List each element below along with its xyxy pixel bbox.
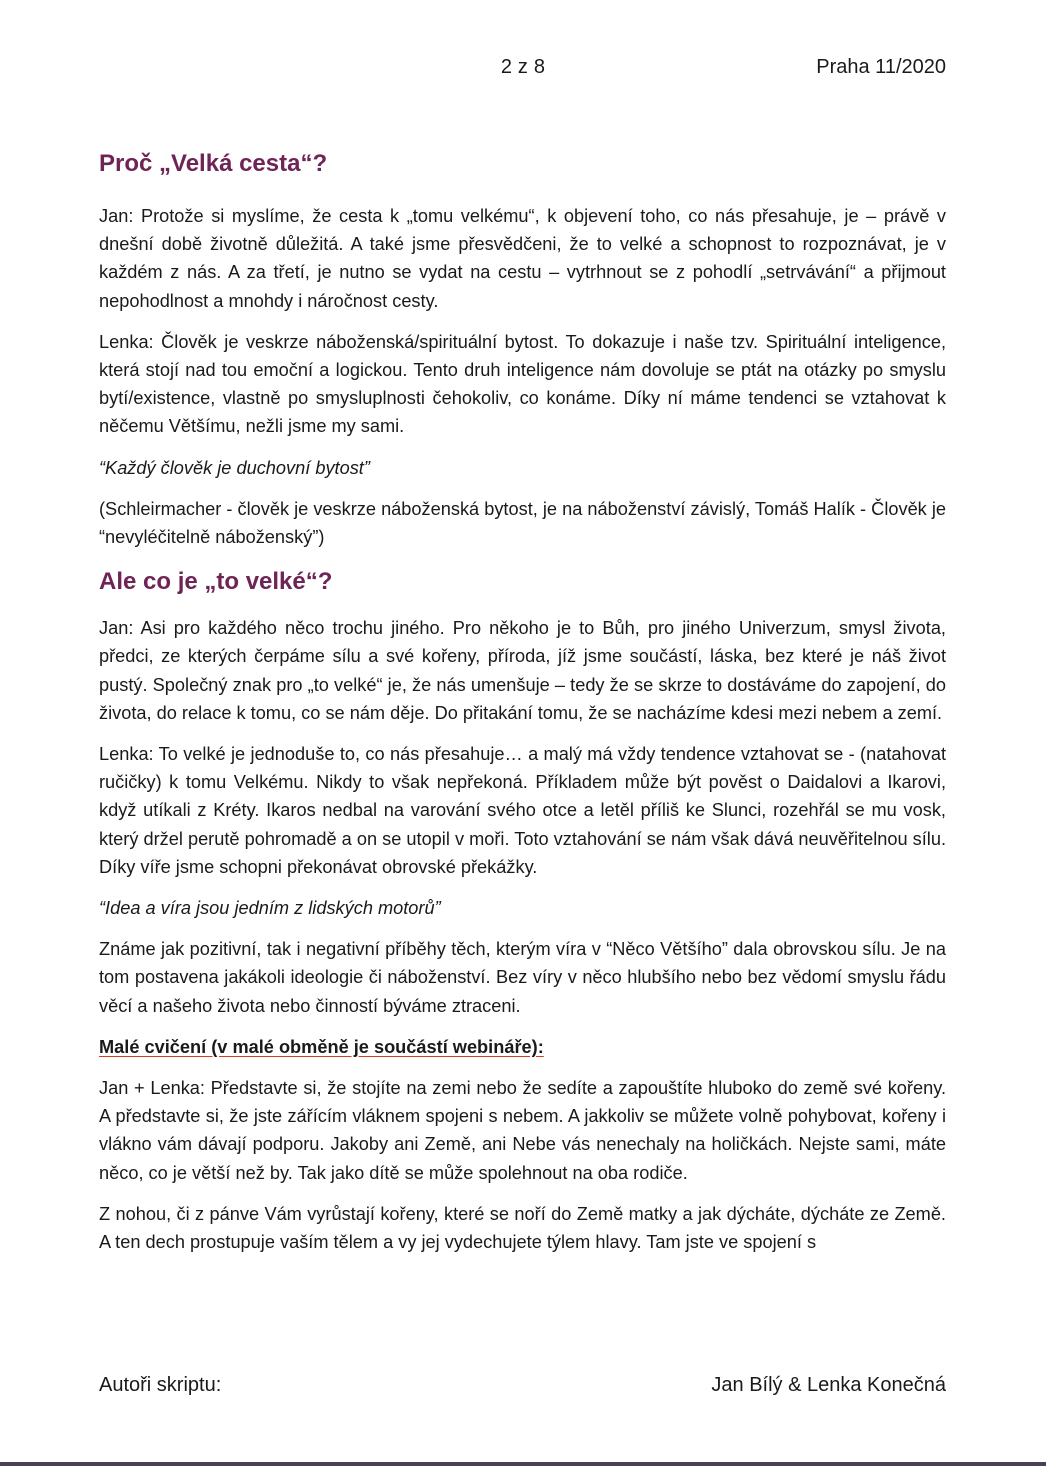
page-header-place-date: Praha 11/2020	[816, 56, 946, 78]
paragraph-zname: Známe jak pozitivní, tak i negativní příběhy těch, kterým víra v “Něco Většího” dala obrovskou sílu. Je na tom postavena jakákoli ideologie či náboženství. Bez víry v něco hlubšího nebo bez vědomí smyslu řádu věcí a našeho života nebo činností býváme ztraceni.	[99, 939, 946, 1016]
paragraph-jan-1: Jan: Protože si myslíme, že cesta k „tomu velkému“, k objevení toho, co nás přesahuje, je – právě v dnešní době životně důležitá. A také jsme přesvědčeni, že to velké a schopnost to rozpoznávat, je v každém z nás. A za třetí, je nutno se vydat na cestu – vytrhnout se z pohodlí „setrvávání“ a přijmout nepohodlnost a mnohdy i náročnost cesty.	[99, 206, 946, 311]
footer-label: Autoři skriptu:	[99, 1374, 222, 1396]
paragraph-lenka-2: Lenka: To velké je jednoduše to, co nás přesahuje… a malý má vždy tendence vztahovat se - (natahovat ručičky) k tomu Velkému. Nikdy to však nepřekoná. Příkladem může být pověst o Daidalovi a Ikarovi, když utíkali z Kréty. Ikaros nedbal na varování svého otce a letěl příliš ke Slunci, rozehřál se mu vosk, který držel perutě pohromadě a on se utopil v moři. Toto vztahování se nám však dává neuvěřitelnou sílu. Díky víře jsme schopni překonávat obrovské překážky.	[99, 744, 946, 877]
paragraph-exercise-1: Jan + Lenka: Představte si, že stojíte na zemi nebo že sedíte a zapouštíte hluboko do země své kořeny. A představte si, že jste zářícím vláknem spojeni s nebem. A jakkoliv se můžete volně pohybovat, kořeny i vlákno vám dávají podporu. Jakoby ani Země, ani Nebe vás nenechaly na holičkách. Nejste sami, máte něco, co je větší než by. Tak jako dítě se může spolehnout na oba rodiče.	[99, 1078, 946, 1183]
quote-idea-a-vira: “Idea a víra jsou jedním z lidských motorů”	[99, 898, 441, 919]
exercise-title: Malé cvičení (v malé obměně je součástí webináře):	[99, 1036, 544, 1057]
paragraph-jan-2: Jan: Asi pro každého něco trochu jiného. Pro někoho je to Bůh, pro jiného Univerzum, smysl života, předci, ze kterých čerpáme sílu a své kořeny, příroda, jíž jsme součástí, láska, bez které je náš život pustý. Společný znak pro „to velké“ je, že nás umenšuje – tedy že se skrze to dostáváme do zapojení, do života, do relace k tomu, co se nám děje. Do přitakání tomu, že se nacházíme kdesi mezi nebem a zemí.	[99, 618, 946, 723]
page-header-number: 2 z 8	[500, 56, 546, 78]
paragraph-lenka-1: Lenka: Člověk je veskrze náboženská/spirituální bytost. To dokazuje i naše tzv. Spirituální inteligence, která stojí nad tou emoční a logickou. Tento druh inteligence nám dovoluje se ptát na otázky po smyslu bytí/existence, vlastně po smysluplnosti čehokoliv, co konáme. Díky ní máme tendenci se vztahovat k něčemu Většímu, nežli jsme my sami.	[99, 331, 946, 437]
paragraph-exercise-2: Z nohou, či z pánve Vám vyrůstají kořeny, které se noří do Země matky a jak dýcháte, dýcháte ze Země. A ten dech prostupuje vaším tělem a vy jej vydechujete týlem hlavy. Tam jste ve spojení s	[99, 1203, 946, 1253]
bottom-edge-strip	[0, 1462, 1046, 1466]
section-heading-velka-cesta: Proč „Velká cesta“?	[99, 150, 328, 177]
footer-authors: Jan Bílý & Lenka Konečná	[711, 1374, 946, 1396]
document-body	[99, 146, 946, 1269]
section-heading-to-velke: Ale co je „to velké“?	[99, 568, 333, 596]
paragraph-note: (Schleirmacher - člověk je veskrze náboženská bytost, je na náboženství závislý, Tomáš Halík - Člověk je “nevyléčitelně náboženský”)	[99, 498, 946, 548]
quote-duchovni-bytost: “Každý člověk je duchovní bytost”	[99, 457, 370, 478]
